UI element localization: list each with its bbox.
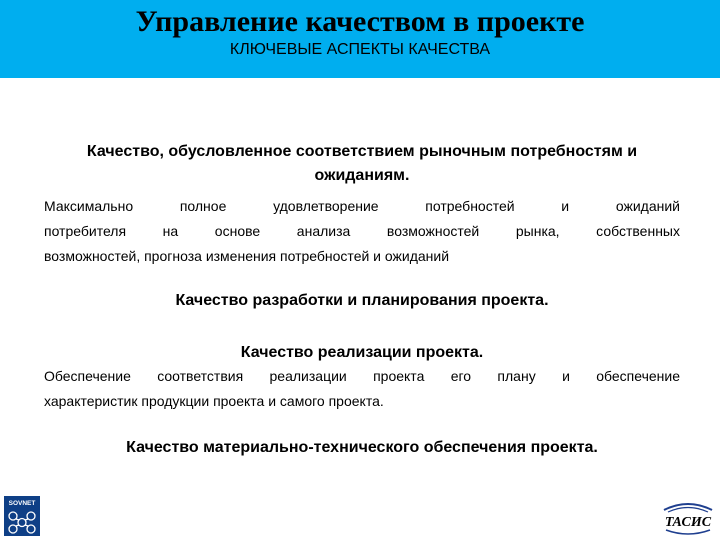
sovnet-logo-text: SOVNET <box>8 500 36 507</box>
body-line: Обеспечение соответствия реализации проекта его плану и обеспечение <box>44 368 680 384</box>
section-heading-planning: Качество разработки и планирования проекта. <box>175 292 549 309</box>
section-body-implementation <box>44 364 680 414</box>
tacis-logo-text: ТАСИС <box>664 515 712 530</box>
body-line: потребителя на основе анализа возможностей рынка, собственных <box>44 223 680 239</box>
section-heading-logistics: Качество материально-технического обеспечения проекта. <box>126 439 598 456</box>
page-subtitle: КЛЮЧЕВЫЕ АСПЕКТЫ КАЧЕСТВА <box>229 41 491 58</box>
body-line: возможностей, прогноза изменения потребностей и ожиданий <box>44 248 450 264</box>
header-bar <box>0 0 720 78</box>
section-heading-market: Качество, обусловленное соответствием рыночным потребностям и ожиданиям. <box>86 143 638 184</box>
section-heading-implementation: Качество реализации проекта. <box>240 344 484 361</box>
tacis-logo <box>660 500 716 536</box>
body-line: характеристик продукции проекта и самого проекта. <box>44 393 384 409</box>
sovnet-logo <box>4 496 40 536</box>
section-body-market <box>44 194 680 269</box>
page-title: Управление качеством в проекте <box>135 5 585 38</box>
body-line: Максимально полное удовлетворение потребностей и ожиданий <box>44 198 680 214</box>
